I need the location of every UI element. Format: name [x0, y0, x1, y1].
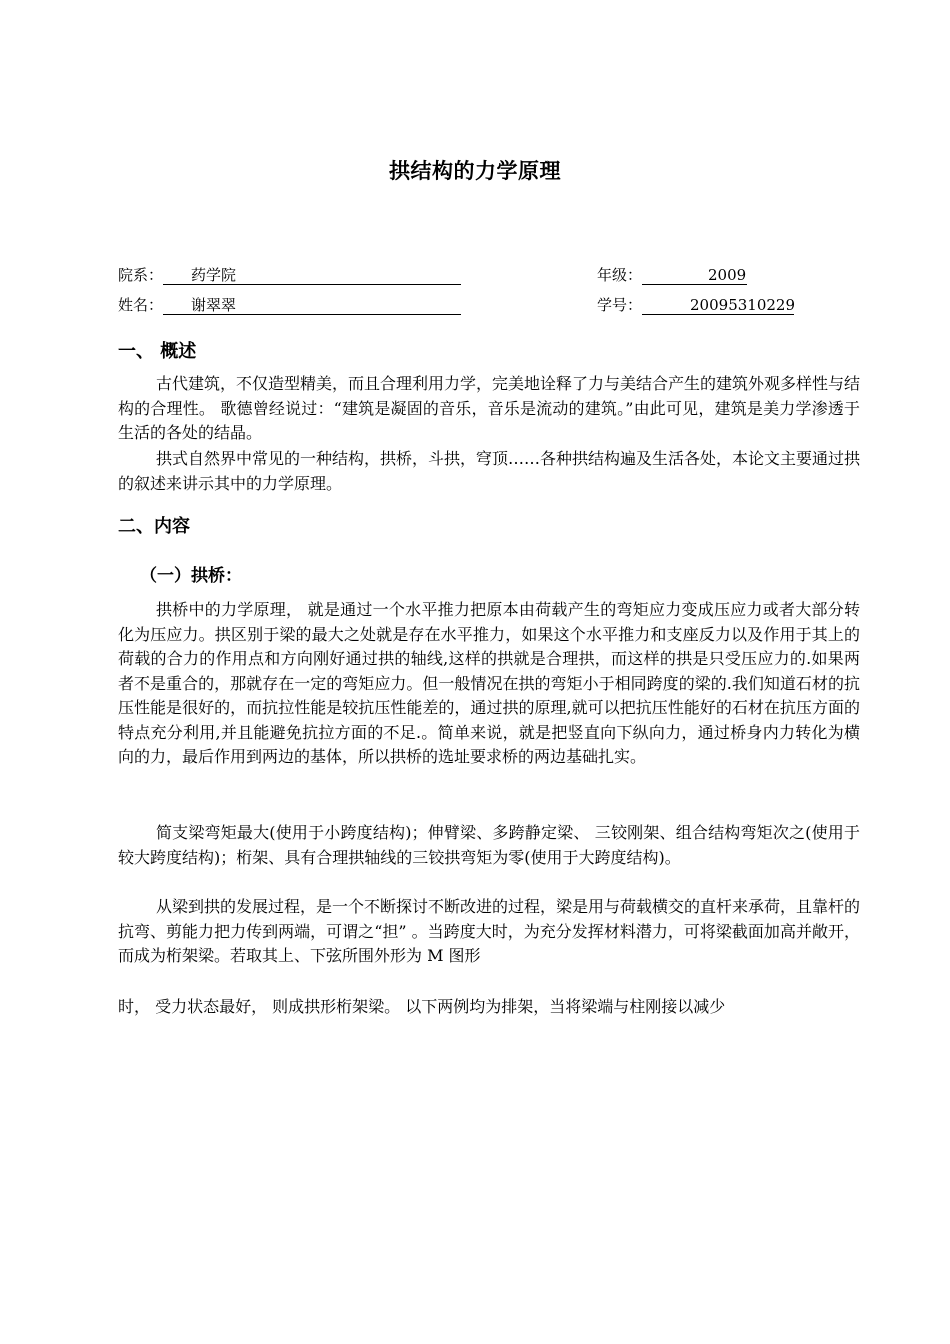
name-value: 谢翠翠	[163, 296, 461, 315]
section-2-paragraph-2: 简支梁弯矩最大(使用于小跨度结构)；伸臂梁、多跨静定梁、 三铰刚架、组合结构弯矩次之(使用于较大跨度结构)；桁架、具有合理拱轴线的三铰拱弯矩为零(使用于大跨度结构)。	[118, 823, 860, 867]
grade-value: 2009	[642, 266, 747, 285]
section-2-paragraph-4: 时， 受力状态最好， 则成拱形桁架梁。 以下两例均为排架，当将梁端与柱刚接以减少	[118, 997, 726, 1016]
document-title: 拱结构的力学原理	[389, 159, 561, 183]
section-1-paragraph-1: 古代建筑，不仅造型精美，而且合理利用力学，完美地诠释了力与美结合产生的建筑外观多样性与结构的合理性。 歌德曾经说过：“建筑是凝固的音乐，音乐是流动的建筑。”由此可见，建筑是美力学渗透于生活的各处的结晶。	[118, 374, 861, 442]
grade-label: 年级：	[597, 266, 643, 284]
id-label: 学号：	[597, 296, 643, 314]
section-2-heading: 二、内容	[118, 516, 190, 537]
subsection-arch-bridge-heading: （一）拱桥：	[140, 566, 242, 586]
section-1-heading: 一、 概述	[118, 341, 197, 362]
id-value: 20095310229	[642, 296, 794, 315]
grade-row	[597, 264, 747, 286]
section-1-paragraph-2: 拱式自然界中常见的一种结构，拱桥，斗拱，穹顶……各种拱结构遍及生活各处，本论文主要通过拱的叙述来讲示其中的力学原理。	[118, 449, 861, 493]
id-row	[597, 294, 794, 316]
section-2-paragraph-1: 拱桥中的力学原理， 就是通过一个水平推力把原本由荷载产生的弯矩应力变成压应力或者大部分转化为压应力。拱区别于梁的最大之处就是存在水平推力，如果这个水平推力和支座反力以及作用于其上的荷载的合力的作用点和方向刚好通过拱的轴线,这样的拱就是合理拱，而这样的拱是只受压应力的.如果两者不是重合的，那就存在一定的弯矩应力。但一般情况在拱的弯矩小于相同跨度的梁的.我们知道石材的抗压性能是很好的，而抗拉性能是较抗压性能差的，通过拱的原理,就可以把抗压性能好的石材在抗压方面的特点充分利用,并且能避免抗拉方面的不足.。简单来说，就是把竖直向下纵向力，通过桥身内力转化为横向的力，最后作用到两边的基体，所以拱桥的选址要求桥的两边基础扎实。	[118, 600, 860, 766]
dept-label: 院系：	[118, 266, 164, 284]
dept-row	[118, 264, 461, 286]
name-label: 姓名：	[118, 296, 164, 314]
name-row	[118, 294, 461, 316]
section-2-paragraph-3: 从梁到拱的发展过程，是一个不断探讨不断改进的过程，梁是用与荷载横交的直杆来承荷，且靠杆的抗弯、剪能力把力传到两端，可谓之“担” 。当跨度大时，为充分发挥材料潜力，可将梁截面加高并敞开，而成为桁架梁。若取其上、下弦所围外形为 M 图形	[118, 897, 861, 965]
dept-value: 药学院	[163, 266, 461, 285]
